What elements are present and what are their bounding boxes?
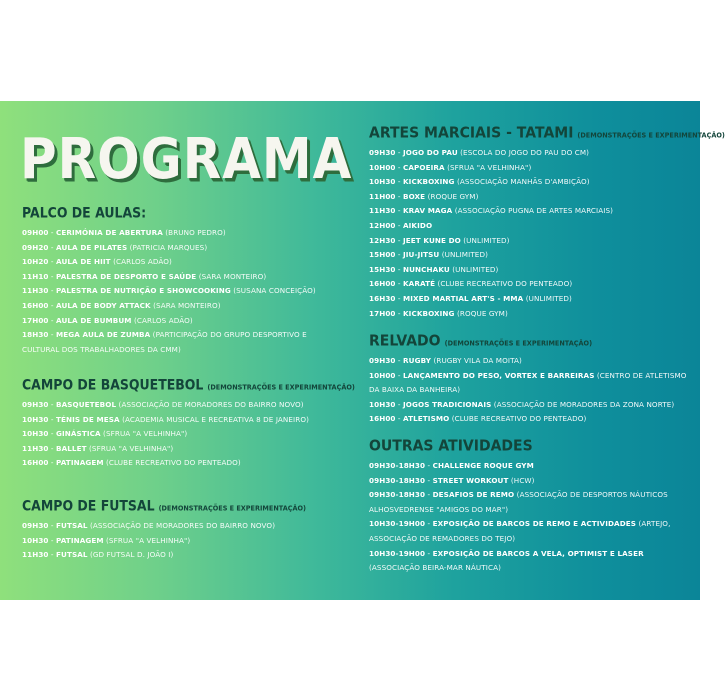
schedule-item: 17H00 - KICKBOXING (ROQUE GYM) [369, 308, 508, 318]
item-name: KRAV MAGA [403, 206, 453, 216]
schedule-item: 10H30 - JOGOS TRADICIONAIS (ASSOCIAÇÃO DE MORADORES DA ZONA NORTE) [369, 399, 675, 409]
item-time: 11H10 [22, 271, 49, 281]
item-name: BALLET [56, 443, 87, 453]
section-relvado [369, 333, 687, 427]
schedule-item-continuation [369, 532, 670, 547]
schedule-item: 18H30 - MEGA AULA DE ZUMBA (PARTICIPAÇÃO DO GRUPO DESPORTIVO E [22, 330, 307, 340]
item-detail: (ASSOCIAÇÃO PUGNA DE ARTES MARCIAIS) [454, 206, 614, 216]
item-detail: (ARTEJO, [638, 519, 671, 529]
section-artes-marciais [369, 125, 725, 321]
item-name: AULA DE HIIT [56, 257, 111, 267]
item-name: CAPOEIRA [403, 162, 445, 172]
item-detail: (SFRUA "A VELHINHA") [103, 429, 188, 439]
item-detail: (UNLIMITED) [463, 235, 510, 245]
section-note: (DEMONSTRAÇÕES E EXPERIMENTAÇÃO) [577, 130, 725, 140]
item-name: NUNCHAKU [403, 264, 450, 274]
item-time: 12H00 [369, 220, 396, 230]
section-outras-atividades [369, 438, 670, 576]
item-detail: (ROQUE GYM) [456, 308, 508, 318]
item-name: PALESTRA DE NUTRIÇÃO E SHOWCOOKING [56, 286, 231, 296]
item-time: 10H00 [369, 162, 396, 172]
item-time: 10H30-19H00 [369, 519, 426, 529]
item-detail: (SARA MONTEIRO) [198, 271, 267, 281]
item-name: CHALLENGE ROQUE GYM [432, 461, 534, 470]
section-futsal [22, 498, 306, 563]
schedule-item: 17H00 - AULA DE BUMBUM (CARLOS ADÃO) [22, 315, 193, 325]
item-time: 16H00 [22, 300, 49, 310]
schedule-item: 09H30 - JOGO DO PAU (ESCOLA DO JOGO DO PAU DO CM) [369, 148, 590, 157]
item-time: 11H30 [369, 206, 396, 216]
section-note: (DEMONSTRAÇÕES E EXPERIMENTAÇÃO) [158, 503, 307, 513]
section-basquetebol [22, 377, 355, 471]
item-time: 10H30 [22, 535, 49, 545]
schedule-item: 10H30 - KICKBOXING (ASSOCIAÇÃO MANHÃS D'AMBIÇÃO) [369, 177, 590, 187]
schedule-item: 09H30 - BASQUETEBOL (ASSOCIAÇÃO DE MORADORES DO BAIRRO NOVO) [22, 400, 304, 409]
item-detail: (ASSOCIAÇÃO DE DESPORTOS NÁUTICOS [516, 490, 668, 500]
item-time: 11H30 [22, 550, 49, 560]
item-time: 17H00 [369, 308, 396, 318]
item-name: EXPOSIÇÃO DE BARCOS A VELA, OPTIMIST E LASER [432, 548, 644, 558]
item-detail: ALHOSVEDRENSE "AMIGOS DO MAR") [369, 504, 509, 514]
item-time: 11H30 [22, 443, 49, 453]
schedule-item: 09H30 - RUGBY (RUGBY VILA DA MOITA) [369, 356, 522, 365]
poster-title: PROGRAMA [20, 126, 353, 192]
schedule-item: 16H00 - KARATÉ (CLUBE RECREATIVO DO PENTEADO) [369, 279, 573, 289]
schedule-item: 10H30 - PATINAGEM (SFRUA "A VELHINHA") [22, 535, 191, 545]
item-name: RUGBY [403, 356, 432, 365]
item-name: JEET KUNE DO [403, 235, 461, 245]
item-time: 09H30-18H30 [369, 475, 426, 485]
schedule-item: 11H00 - BOXE (ROQUE GYM) [369, 191, 479, 201]
item-name: AULA DE BUMBUM [56, 315, 132, 325]
item-name: KICKBOXING [403, 308, 455, 318]
item-detail: (SFRUA "A VELHINHA") [447, 162, 532, 172]
item-name: JOGO DO PAU [403, 148, 458, 157]
section-title: CAMPO DE FUTSAL (DEMONSTRAÇÕES E EXPERIMENTAÇÃO) [22, 497, 307, 514]
schedule-item: 16H00 - AULA DE BODY ATTACK (SARA MONTEIRO) [22, 300, 221, 310]
schedule-item: 09H30-18H30 - STREET WORKOUT (HCW) [369, 475, 535, 485]
item-detail: (GD FUTSAL D. JOÃO I) [89, 550, 174, 560]
item-time: 09H30 [22, 521, 49, 530]
item-detail: (CARLOS ADÃO) [133, 315, 193, 325]
item-time: 09H30 [369, 356, 396, 365]
schedule-item-continuation [22, 343, 316, 358]
item-time: 16H30 [369, 293, 396, 303]
item-name: PATINAGEM [56, 535, 104, 545]
item-time: 10H30 [22, 414, 49, 424]
item-detail: (CENTRO DE ATLETISMO [596, 370, 687, 380]
schedule-item: 10H00 - CAPOEIRA (SFRUA "A VELHINHA") [369, 162, 532, 172]
item-time: 09H00 [22, 228, 49, 237]
schedule-item-continuation [369, 503, 670, 518]
item-name: EXPOSIÇÃO DE BARCOS DE REMO E ACTIVIDADES [432, 519, 637, 529]
item-name: MEGA AULA DE ZUMBA [56, 330, 151, 340]
item-time: 16H00 [22, 458, 49, 468]
item-time: 15H00 [369, 250, 396, 260]
item-name: PALESTRA DE DESPORTO E SAÚDE [56, 271, 197, 281]
item-detail: (PATRICIA MARQUES) [129, 242, 208, 252]
item-detail: (SUSANA CONCEIÇÃO) [233, 286, 316, 296]
item-time: 10H30-19H00 [369, 548, 426, 558]
item-detail: (CLUBE RECREATIVO DO PENTEADO) [437, 279, 573, 289]
item-detail: (HCW) [510, 475, 535, 485]
item-name: AULA DE BODY ATTACK [56, 300, 151, 310]
item-name: DESAFIOS DE REMO [432, 490, 515, 500]
item-time: 09H30 [22, 400, 49, 409]
item-time: 17H00 [22, 315, 49, 325]
item-name: BASQUETEBOL [56, 400, 117, 409]
item-name: AULA DE PILATES [56, 242, 128, 252]
schedule-item: 15H00 - JIU-JITSU (UNLIMITED) [369, 250, 488, 260]
item-time: 09H20 [22, 242, 49, 252]
item-name: TÉNIS DE MESA [56, 414, 120, 424]
schedule-item: 15H30 - NUNCHAKU (UNLIMITED) [369, 264, 499, 274]
item-time: 15H30 [369, 264, 396, 274]
item-time: 09H30-18H30 [369, 490, 426, 500]
item-time: 16H00 [369, 414, 396, 424]
schedule-item: 11H10 - PALESTRA DE DESPORTO E SAÚDE (SARA MONTEIRO) [22, 271, 267, 281]
item-name: JIU-JITSU [403, 250, 440, 260]
item-detail: (UNLIMITED) [452, 264, 499, 274]
item-detail: (BRUNO PEDRO) [165, 228, 226, 237]
item-name: PATINAGEM [56, 458, 104, 468]
schedule-item: 16H30 - MIXED MARTIAL ART'S - MMA (UNLIMITED) [369, 293, 572, 303]
schedule-item: 10H30 - TÉNIS DE MESA (ACADEMIA MUSICAL E RECREATIVA 8 DE JANEIRO) [22, 414, 310, 424]
schedule-item: 09H30-18H30 - DESAFIOS DE REMO (ASSOCIAÇÃO DE DESPORTOS NÁUTICOS [369, 490, 668, 500]
schedule-item: 09H30-18H30 - CHALLENGE ROQUE GYM [369, 461, 534, 470]
item-detail: (ASSOCIAÇÃO MANHÃS D'AMBIÇÃO) [456, 177, 590, 187]
item-detail: ASSOCIAÇÃO DE REMADORES DO TEJO) [369, 533, 516, 543]
schedule-item: 12H00 - AIKIDO [369, 220, 433, 230]
item-detail: (ASSOCIAÇÃO DE MORADORES DO BAIRRO NOVO) [89, 521, 276, 530]
program-poster [0, 101, 725, 600]
section-note: (DEMONSTRAÇÕES E EXPERIMENTAÇÃO) [444, 338, 593, 348]
item-name: LANÇAMENTO DO PESO, VORTEX E BARREIRAS [403, 370, 595, 380]
item-detail: (ASSOCIAÇÃO BEIRA-MAR NÁUTICA) [369, 563, 502, 573]
item-detail: (ASSOCIAÇÃO DE MORADORES DO BAIRRO NOVO) [118, 400, 304, 409]
section-title: OUTRAS ATIVIDADES [369, 437, 533, 455]
section-title: PALCO DE AULAS: [22, 204, 147, 221]
schedule-item: 09H20 - AULA DE PILATES (PATRICIA MARQUES) [22, 242, 208, 252]
schedule-item: 10H30 - GINÁSTICA (SFRUA "A VELHINHA") [22, 429, 188, 439]
schedule-item: 10H30-19H00 - EXPOSIÇÃO DE BARCOS A VELA, OPTIMIST E LASER [369, 548, 644, 558]
item-time: 09H30-18H30 [369, 461, 426, 470]
item-time: 10H00 [369, 370, 396, 380]
section-title: ARTES MARCIAIS - TATAMI (DEMONSTRAÇÕES E EXPERIMENTAÇÃO) [369, 124, 725, 142]
item-detail: (ACADEMIA MUSICAL E RECREATIVA 8 DE JANEIRO) [122, 414, 310, 424]
item-detail: (SFRUA "A VELHINHA") [106, 535, 191, 545]
item-name: KICKBOXING [403, 177, 455, 187]
item-name: FUTSAL [56, 550, 88, 560]
item-name: STREET WORKOUT [432, 475, 509, 485]
schedule-item: 12H30 - JEET KUNE DO (UNLIMITED) [369, 235, 510, 245]
schedule-item: 16H00 - PATINAGEM (CLUBE RECREATIVO DO PENTEADO) [22, 458, 241, 468]
item-name: FUTSAL [56, 521, 88, 530]
item-time: 10H30 [369, 399, 396, 409]
item-name: JOGOS TRADICIONAIS [403, 399, 492, 409]
item-detail: (SARA MONTEIRO) [153, 300, 221, 310]
section-palco [22, 205, 316, 357]
item-detail: (PARTICIPAÇÃO DO GRUPO DESPORTIVO E [152, 330, 307, 340]
item-name: AIKIDO [403, 220, 433, 230]
schedule-item-continuation [369, 561, 670, 576]
item-name: MIXED MARTIAL ART'S - MMA [403, 293, 524, 303]
item-detail: DA BAIXA DA BANHEIRA) [369, 385, 461, 395]
item-time: 10H30 [369, 177, 396, 187]
item-detail: CULTURAL DOS TRABALHADORES DA CMM) [22, 344, 181, 354]
item-name: ATLETISMO [403, 414, 450, 424]
section-title: CAMPO DE BASQUETEBOL (DEMONSTRAÇÕES E EXPERIMENTAÇÃO) [22, 376, 355, 393]
schedule-item: 10H20 - AULA DE HIIT (CARLOS ADÃO) [22, 257, 172, 267]
section-note: (DEMONSTRAÇÕES E EXPERIMENTAÇÃO) [207, 382, 355, 392]
schedule-item: 11H30 - FUTSAL (GD FUTSAL D. JOÃO I) [22, 550, 174, 560]
schedule-item: 09H30 - FUTSAL (ASSOCIAÇÃO DE MORADORES DO BAIRRO NOVO) [22, 521, 276, 530]
schedule-item: 09H00 - CERIMÓNIA DE ABERTURA (BRUNO PEDRO) [22, 228, 226, 237]
item-time: 16H00 [369, 279, 396, 289]
item-detail: (CARLOS ADÃO) [113, 257, 172, 267]
schedule-item: 11H30 - BALLET (SFRUA "A VELHINHA") [22, 443, 174, 453]
item-name: KARATÉ [403, 279, 436, 289]
item-name: GINÁSTICA [56, 429, 101, 439]
item-time: 11H00 [369, 191, 396, 201]
schedule-item: 11H30 - KRAV MAGA (ASSOCIAÇÃO PUGNA DE ARTES MARCIAIS) [369, 206, 614, 216]
item-time: 10H30 [22, 429, 49, 439]
item-detail: (ESCOLA DO JOGO DO PAU DO CM) [460, 148, 590, 157]
item-detail: (UNLIMITED) [441, 250, 488, 260]
schedule-item: 16H00 - ATLETISMO (CLUBE RECREATIVO DO PENTEADO) [369, 414, 587, 424]
item-detail: (CLUBE RECREATIVO DO PENTEADO) [106, 458, 241, 468]
schedule-item: 10H30-19H00 - EXPOSIÇÃO DE BARCOS DE REMO E ACTIVIDADES (ARTEJO, [369, 519, 671, 529]
item-detail: (CLUBE RECREATIVO DO PENTEADO) [451, 414, 587, 424]
item-time: 12H30 [369, 235, 396, 245]
item-detail: (RUGBY VILA DA MOITA) [433, 356, 522, 365]
item-time: 18H30 [22, 330, 49, 340]
item-time: 11H30 [22, 286, 49, 296]
item-detail: (UNLIMITED) [525, 293, 572, 303]
item-name: CERIMÓNIA DE ABERTURA [56, 228, 163, 237]
item-name: BOXE [403, 191, 426, 201]
item-time: 10H20 [22, 257, 49, 267]
section-title: RELVADO (DEMONSTRAÇÕES E EXPERIMENTAÇÃO) [369, 332, 593, 350]
schedule-item: 11H30 - PALESTRA DE NUTRIÇÃO E SHOWCOOKING (SUSANA CONCEIÇÃO) [22, 286, 316, 296]
schedule-item-continuation [369, 383, 687, 398]
item-time: 09H30 [369, 148, 396, 157]
item-detail: (ROQUE GYM) [427, 191, 479, 201]
schedule-item: 10H00 - LANÇAMENTO DO PESO, VORTEX E BARREIRAS (CENTRO DE ATLETISMO [369, 370, 687, 380]
item-detail: (SFRUA "A VELHINHA") [89, 443, 174, 453]
item-detail: (ASSOCIAÇÃO DE MORADORES DA ZONA NORTE) [493, 399, 675, 409]
